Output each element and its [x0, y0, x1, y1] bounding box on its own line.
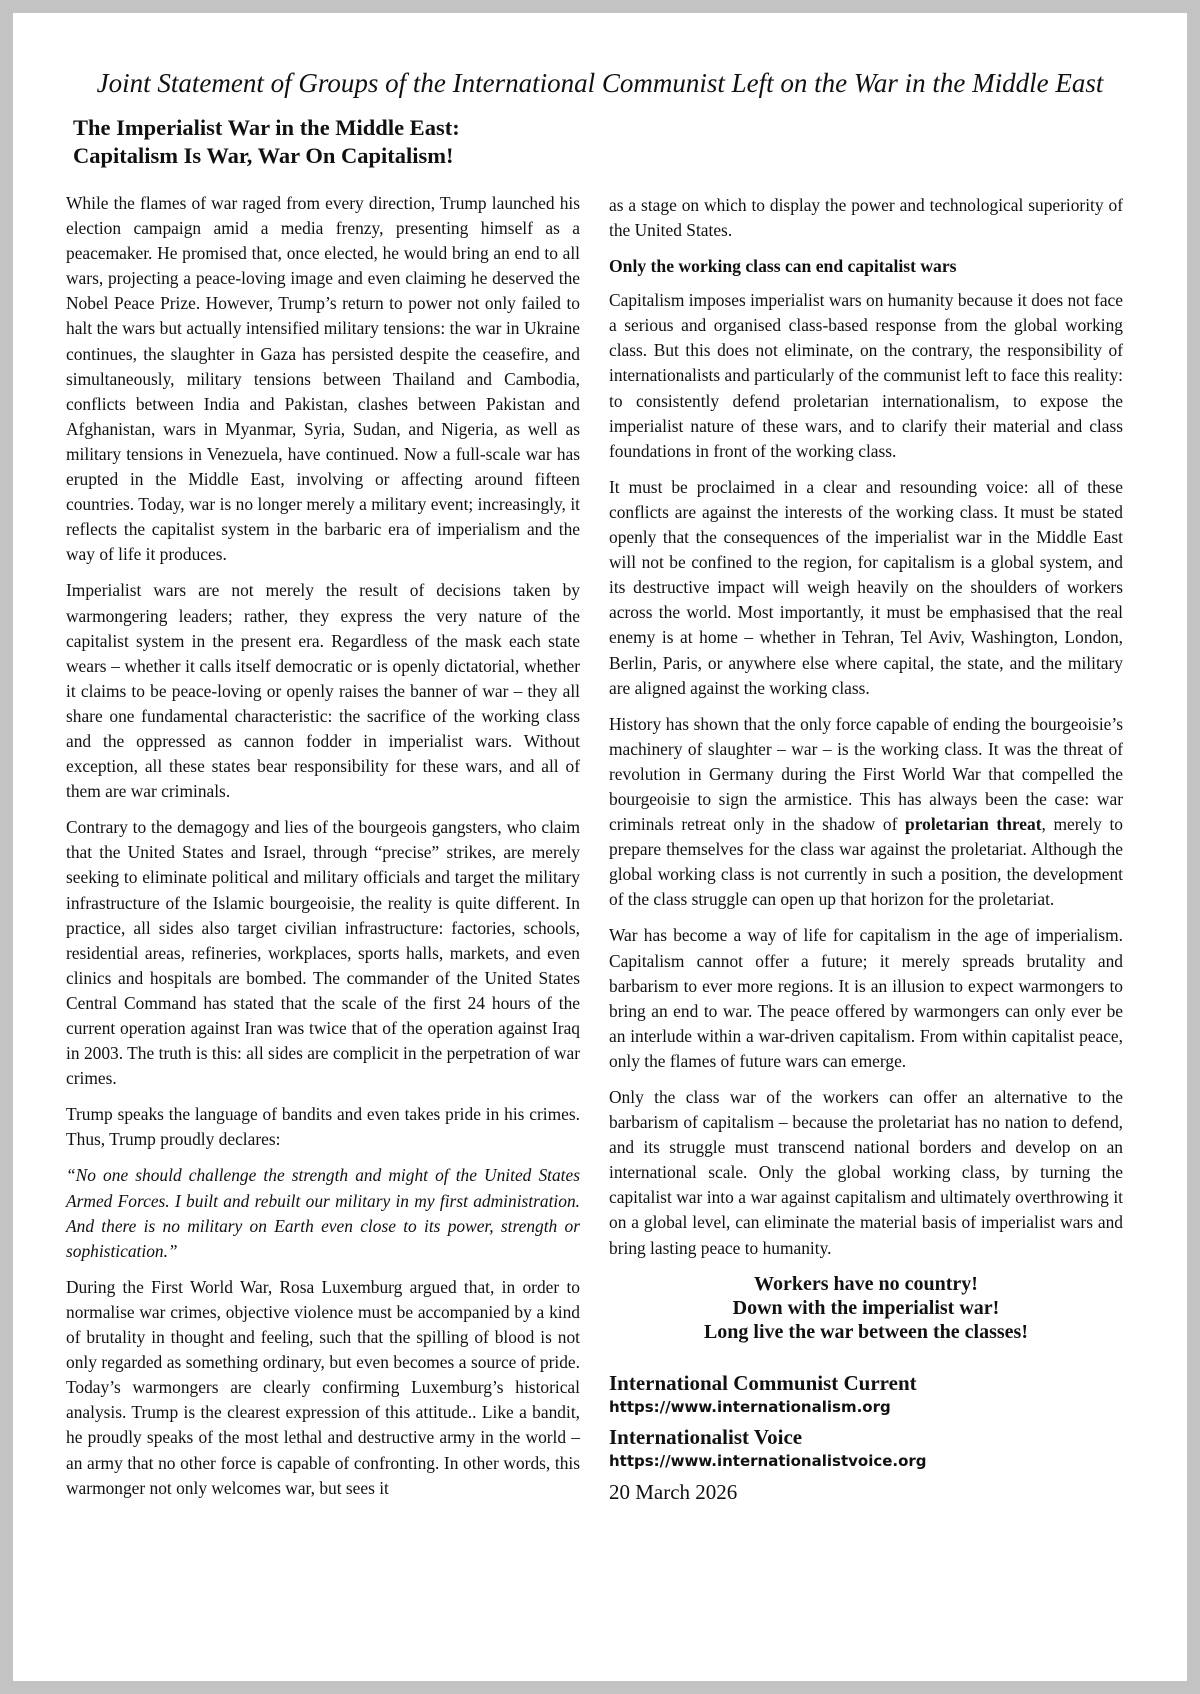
right-column [609, 193, 1123, 1506]
paragraph-text: , merely to prepare themselves for the class war against the proletariat. Although the global working class is not currently in such a position, the development of the class struggle can open up that horizon for the proletariat. [609, 814, 1123, 910]
signatory-url: https://www.internationalistvoice.org [609, 1451, 927, 1470]
paragraph: It must be proclaimed in a clear and resounding voice: all of these conflicts are against the interests of the working class. It must be stated openly that the consequences of the imperialist war in the Middle East will not be confined to the region, for capitalism is a global system, and its destructive impact will weigh heavily on the shoulders of workers across the world. Most importantly, it must be emphasised that the real enemy is at home – whether in Tehran, Tel Aviv, Washington, London, Berlin, Paris, or anywhere else where capital, the state, and the military are aligned against the working class. [609, 476, 1123, 698]
headline [73, 114, 460, 170]
signatory [609, 1370, 1123, 1418]
signatory-name: International Communist Current [609, 1370, 917, 1395]
headline-line-1: The Imperialist War in the Middle East: [73, 115, 460, 140]
document-supertitle: Joint Statement of Groups of the International Communist Left on the War in the Middle East [96, 68, 1104, 98]
slogans [609, 1272, 1123, 1344]
signatory-url: https://www.internationalism.org [609, 1397, 891, 1416]
document-page [13, 13, 1187, 1681]
paragraph: Imperialist wars are not merely the result of decisions taken by warmongering leaders; rather, they express the very nature of the capitalist system in the present era. Regardless of the mask each state wears – whether it calls itself democratic or is openly dictatorial, whether it claims to be peace-loving or openly raises the banner of war – they all share one fundamental characteristic: the sacrifice of the working class and the oppressed as cannon fodder in imperialist wars. Without exception, all these states bear responsibility for these wars, and all of them are war criminals. [66, 580, 580, 802]
paragraph [609, 712, 1123, 913]
paragraph: Capitalism imposes imperialist wars on humanity because it does not face a serious and organised class-based response from the global working class. But this does not eliminate, on the contrary, the responsibility of internationalists and particularly of the communist left to face this reality: to consistently defend proletarian internationalism, to expose the imperialist nature of these wars, and to clarify their material and class foundations in front of the working class. [609, 290, 1123, 461]
paragraph-text: History has shown that the only force capable of ending the bourgeoisie’s machinery of slaughter – war – is the working class. It was the threat of revolution in Germany during the First World War that compelled the bourgeoisie to sign the armistice. This has always been the case: war criminals retreat only in the shadow of [609, 713, 1123, 835]
paragraph: Trump speaks the language of bandits and even takes pride in his crimes. Thus, Trump proudly declares: [66, 1104, 580, 1150]
slogan: Down with the imperialist war! [732, 1296, 1000, 1319]
paragraph: Only the class war of the workers can offer an alternative to the barbarism of capitalism – because the proletariat has no nation to defend, and its struggle must transcend national borders and develop on an international scale. Only the global working class, by turning the capitalist war into a war against capitalism and ultimately overthrowing it on a global level, can eliminate the material basis of imperialist wars and bring lasting peace to humanity. [609, 1087, 1123, 1258]
paragraph: During the First World War, Rosa Luxemburg argued that, in order to normalise war crimes, objective violence must be accompanied by a kind of brutality in thought and feeling, such that the spilling of blood is not only regarded as something ordinary, but even becomes a source of pride. Today’s warmongers are clearly confirming Luxemburg’s historical analysis. Trump is the clearest expression of this attitude.. Like a bandit, he proudly speaks of the most lethal and destructive army in the world – an army that no other force is capable of confronting. In other words, this warmonger not only welcomes war, but sees it [66, 1276, 580, 1498]
trump-quote: “No one should challenge the strength and might of the United States Armed Forces. I built and rebuilt our military in my first administration. And there is no military on Earth even close to its power, strength or sophistication.” [66, 1165, 580, 1261]
slogan: Workers have no country! [754, 1272, 978, 1295]
left-column [66, 191, 580, 1512]
signatory-name: Internationalist Voice [609, 1424, 803, 1449]
statement-date: 20 March 2026 [609, 1479, 738, 1504]
paragraph: War has become a way of life for capitalism in the age of imperialism. Capitalism cannot offer a future; it merely spreads brutality and barbarism to ever more regions. It is an illusion to expect warmongers to bring an end to war. The peace offered by warmongers can only ever be an interlude within a war-driven capitalism. From within capitalist peace, only the flames of future wars can emerge. [609, 925, 1123, 1071]
slogan: Long live the war between the classes! [703, 1320, 1029, 1343]
paragraph: as a stage on which to display the power and technological superiority of the United States. [609, 195, 1123, 241]
paragraph: Contrary to the demagogy and lies of the bourgeois gangsters, who claim that the United States and Israel, through “precise” strikes, are merely seeking to eliminate political and military officials and target the military infrastructure of the Islamic bourgeoisie, the reality is quite different. In practice, all sides also target civilian infrastructure: factories, schools, residential areas, refineries, workplaces, sports halls, markets, and even clinics and hospitals are bombed. The commander of the United States Central Command has stated that the scale of the first 24 hours of the current operation against Iran was twice that of the operation against Iraq in 2003. The truth is this: all sides are complicit in the perpetration of war crimes. [66, 817, 580, 1089]
section-subheading: Only the working class can end capitalist wars [609, 256, 957, 277]
headline-line-2: Capitalism Is War, War On Capitalism! [73, 143, 454, 168]
paragraph: While the flames of war raged from every direction, Trump launched his election campaign amid a media frenzy, presenting himself as a peacemaker. He promised that, once elected, he would bring an end to all wars, projecting a peace-loving image and even claiming he deserved the Nobel Peace Prize. However, Trump’s return to power not only failed to halt the wars but actually intensified military tensions: the war in Ukraine continues, the slaughter in Gaza has persisted despite the ceasefire, and simultaneously, military tensions between Thailand and Cambodia, conflicts between India and Pakistan, clashes between Pakistan and Afghanistan, wars in Myanmar, Syria, Sudan, and Nigeria, as well as military tensions in Venezuela, have continued. Now a full-scale war has erupted in the Middle East, involving or affecting around fifteen countries. Today, war is no longer merely a military event; increasingly, it reflects the capitalist system in the barbaric era of imperialism and the way of life it produces. [66, 193, 580, 565]
signatory [609, 1424, 1123, 1472]
emphasis-text: proletarian threat [905, 814, 1042, 835]
